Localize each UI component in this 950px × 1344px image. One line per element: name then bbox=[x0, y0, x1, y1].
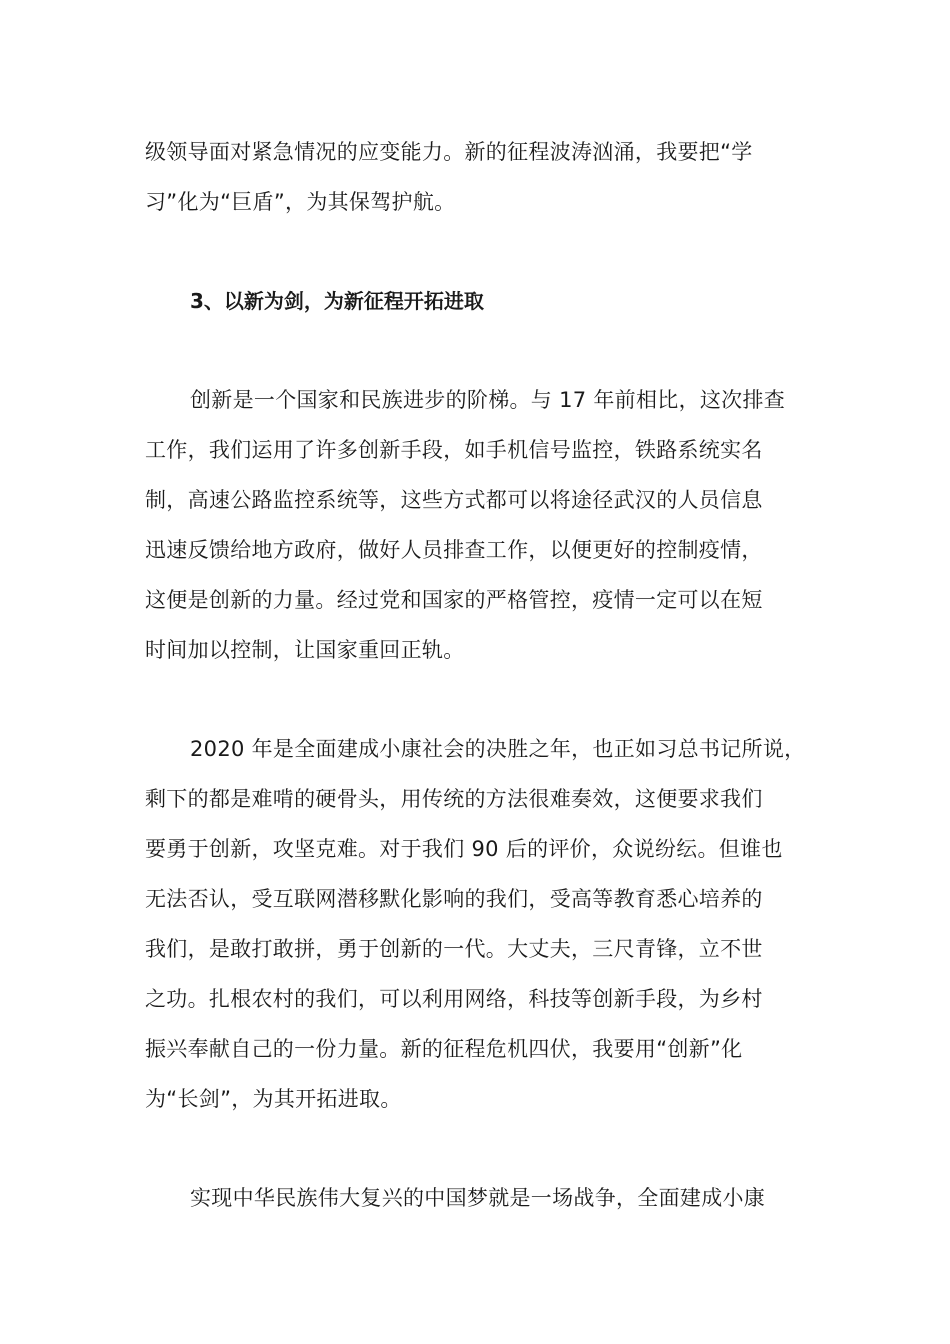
paragraph-3-line-4: 无法否认，受互联网潜移默化影响的我们，受高等教育悉心培养的 bbox=[145, 887, 763, 911]
paragraph-2-line-5: 这便是创新的力量。经过党和国家的严格管控，疫情一定可以在短 bbox=[145, 588, 763, 612]
paragraph-3-line-5: 我们，是敢打敢拼，勇于创新的一代。大丈夫，三尺青锋，立不世 bbox=[145, 937, 763, 961]
paragraph-3-line-3: 要勇于创新，攻坚克难。对于我们 90 后的评价，众说纷纭。但谁也 bbox=[145, 837, 783, 861]
paragraph-3-line-7: 振兴奉献自己的一份力量。新的征程危机四伏，我要用“创新”化 bbox=[145, 1037, 743, 1061]
paragraph-3-line-1: 2020 年是全面建成小康社会的决胜之年，也正如习总书记所说， bbox=[190, 737, 806, 761]
paragraph-2-line-4: 迅速反馈给地方政府，做好人员排查工作，以便更好的控制疫情， bbox=[145, 538, 763, 562]
paragraph-2-line-2: 工作，我们运用了许多创新手段，如手机信号监控，铁路系统实名 bbox=[145, 438, 763, 462]
paragraph-2-line-6: 时间加以控制，让国家重回正轨。 bbox=[145, 638, 465, 662]
paragraph-3-line-2: 剩下的都是难啃的硬骨头，用传统的方法很难奏效，这便要求我们 bbox=[145, 787, 763, 811]
paragraph-2-line-3: 制，高速公路监控系统等，这些方式都可以将途径武汉的人员信息 bbox=[145, 488, 763, 512]
paragraph-4-line-1: 实现中华民族伟大复兴的中国梦就是一场战争，全面建成小康 bbox=[190, 1186, 766, 1210]
paragraph-3-line-6: 之功。扎根农村的我们，可以利用网络，科技等创新手段，为乡村 bbox=[145, 987, 763, 1011]
paragraph-3-line-8: 为“长剑”，为其开拓进取。 bbox=[145, 1087, 402, 1111]
section-heading: 3、以新为剑，为新征程开拓进取 bbox=[190, 289, 484, 313]
paragraph-1-line-1: 级领导面对紧急情况的应变能力。新的征程波涛汹涌，我要把“学 bbox=[145, 140, 753, 164]
paragraph-2-line-1: 创新是一个国家和民族进步的阶梯。与 17 年前相比，这次排查 bbox=[190, 388, 786, 412]
paragraph-1-line-2: 习”化为“巨盾”，为其保驾护航。 bbox=[145, 190, 456, 214]
